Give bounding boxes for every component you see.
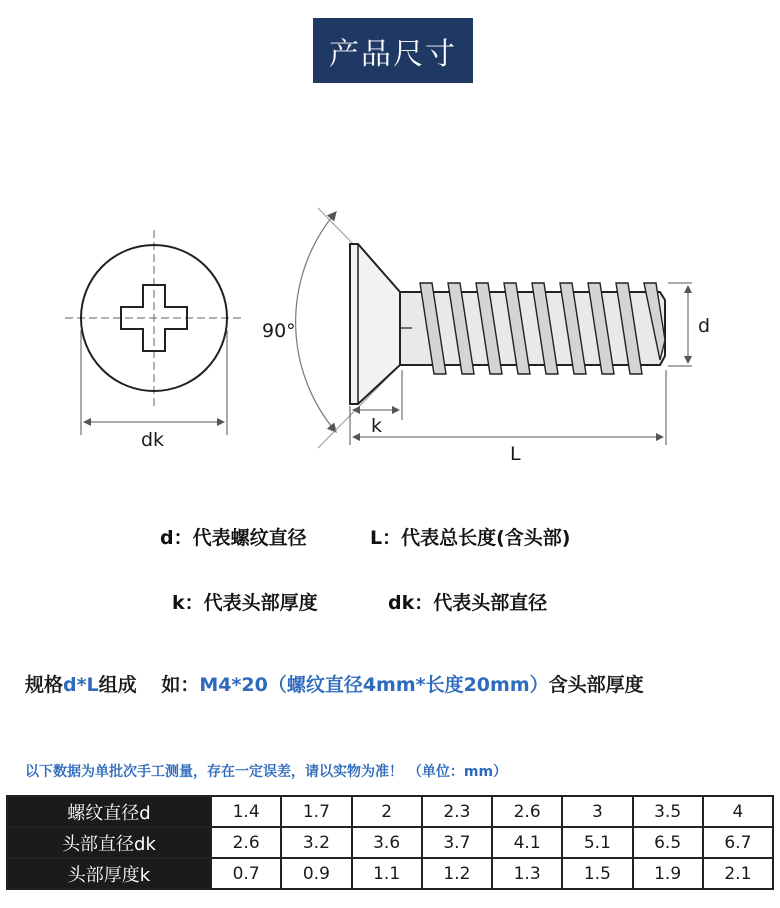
dk-dimension-label: dk	[141, 429, 165, 451]
table-cell: 3.6	[352, 827, 422, 858]
rule-suffix: 组成	[98, 674, 137, 696]
screw-dimension-diagram	[0, 200, 780, 480]
table-cell: 6.5	[633, 827, 703, 858]
table-cell: 3.2	[281, 827, 351, 858]
row-header: 螺纹直径d	[7, 796, 211, 827]
legend-L: L：代表总长度(含头部)	[370, 527, 571, 549]
table-row	[7, 827, 773, 858]
row-header: 头部厚度k	[7, 858, 211, 889]
table-cell: 1.9	[633, 858, 703, 889]
table-cell: 1.5	[562, 858, 632, 889]
table-cell: 0.9	[281, 858, 351, 889]
table-cell: 1.4	[211, 796, 281, 827]
rule-prefix: 规格	[25, 674, 64, 696]
table-cell: 2.6	[492, 796, 562, 827]
page-title: 产品尺寸	[313, 18, 473, 83]
table-cell: 2.1	[703, 858, 773, 889]
d-dimension-label: d	[698, 315, 711, 337]
table-cell: 0.7	[211, 858, 281, 889]
table-cell: 4.1	[492, 827, 562, 858]
measurement-notice: 以下数据为单批次手工测量，存在一定误差，请以实物为准！ （单位：mm）	[25, 764, 508, 780]
table-cell: 1.3	[492, 858, 562, 889]
rule-example-prefix: 如：	[161, 674, 200, 696]
table-cell: 6.7	[703, 827, 773, 858]
rule-example: M4*20（螺纹直径4mm*长度20mm）	[199, 674, 549, 696]
legend-d: d：代表螺纹直径	[160, 527, 307, 549]
table-cell: 1.1	[352, 858, 422, 889]
table-cell: 1.2	[422, 858, 492, 889]
table-cell: 2.6	[211, 827, 281, 858]
L-dimension-label: L	[510, 443, 521, 465]
table-row	[7, 858, 773, 889]
table-cell: 5.1	[562, 827, 632, 858]
screw-head-top-view	[65, 230, 245, 435]
table-cell: 2	[352, 796, 422, 827]
legend-k: k：代表头部厚度	[172, 592, 318, 614]
rule-formula: d*L	[63, 674, 99, 696]
k-dimension-label: k	[371, 415, 383, 437]
table-cell: 4	[703, 796, 773, 827]
table-cell: 1.7	[281, 796, 351, 827]
row-header: 头部直径dk	[7, 827, 211, 858]
table-row	[7, 796, 773, 827]
screw-side-view	[296, 208, 692, 448]
table-cell: 3.7	[422, 827, 492, 858]
table-cell: 2.3	[422, 796, 492, 827]
rule-example-suffix: 含头部厚度	[548, 674, 644, 696]
table-cell: 3	[562, 796, 632, 827]
spec-table	[6, 795, 774, 890]
spec-rule	[25, 670, 644, 697]
angle-label: 90°	[262, 320, 296, 342]
legend-dk: dk：代表头部直径	[388, 592, 548, 614]
table-cell: 3.5	[633, 796, 703, 827]
